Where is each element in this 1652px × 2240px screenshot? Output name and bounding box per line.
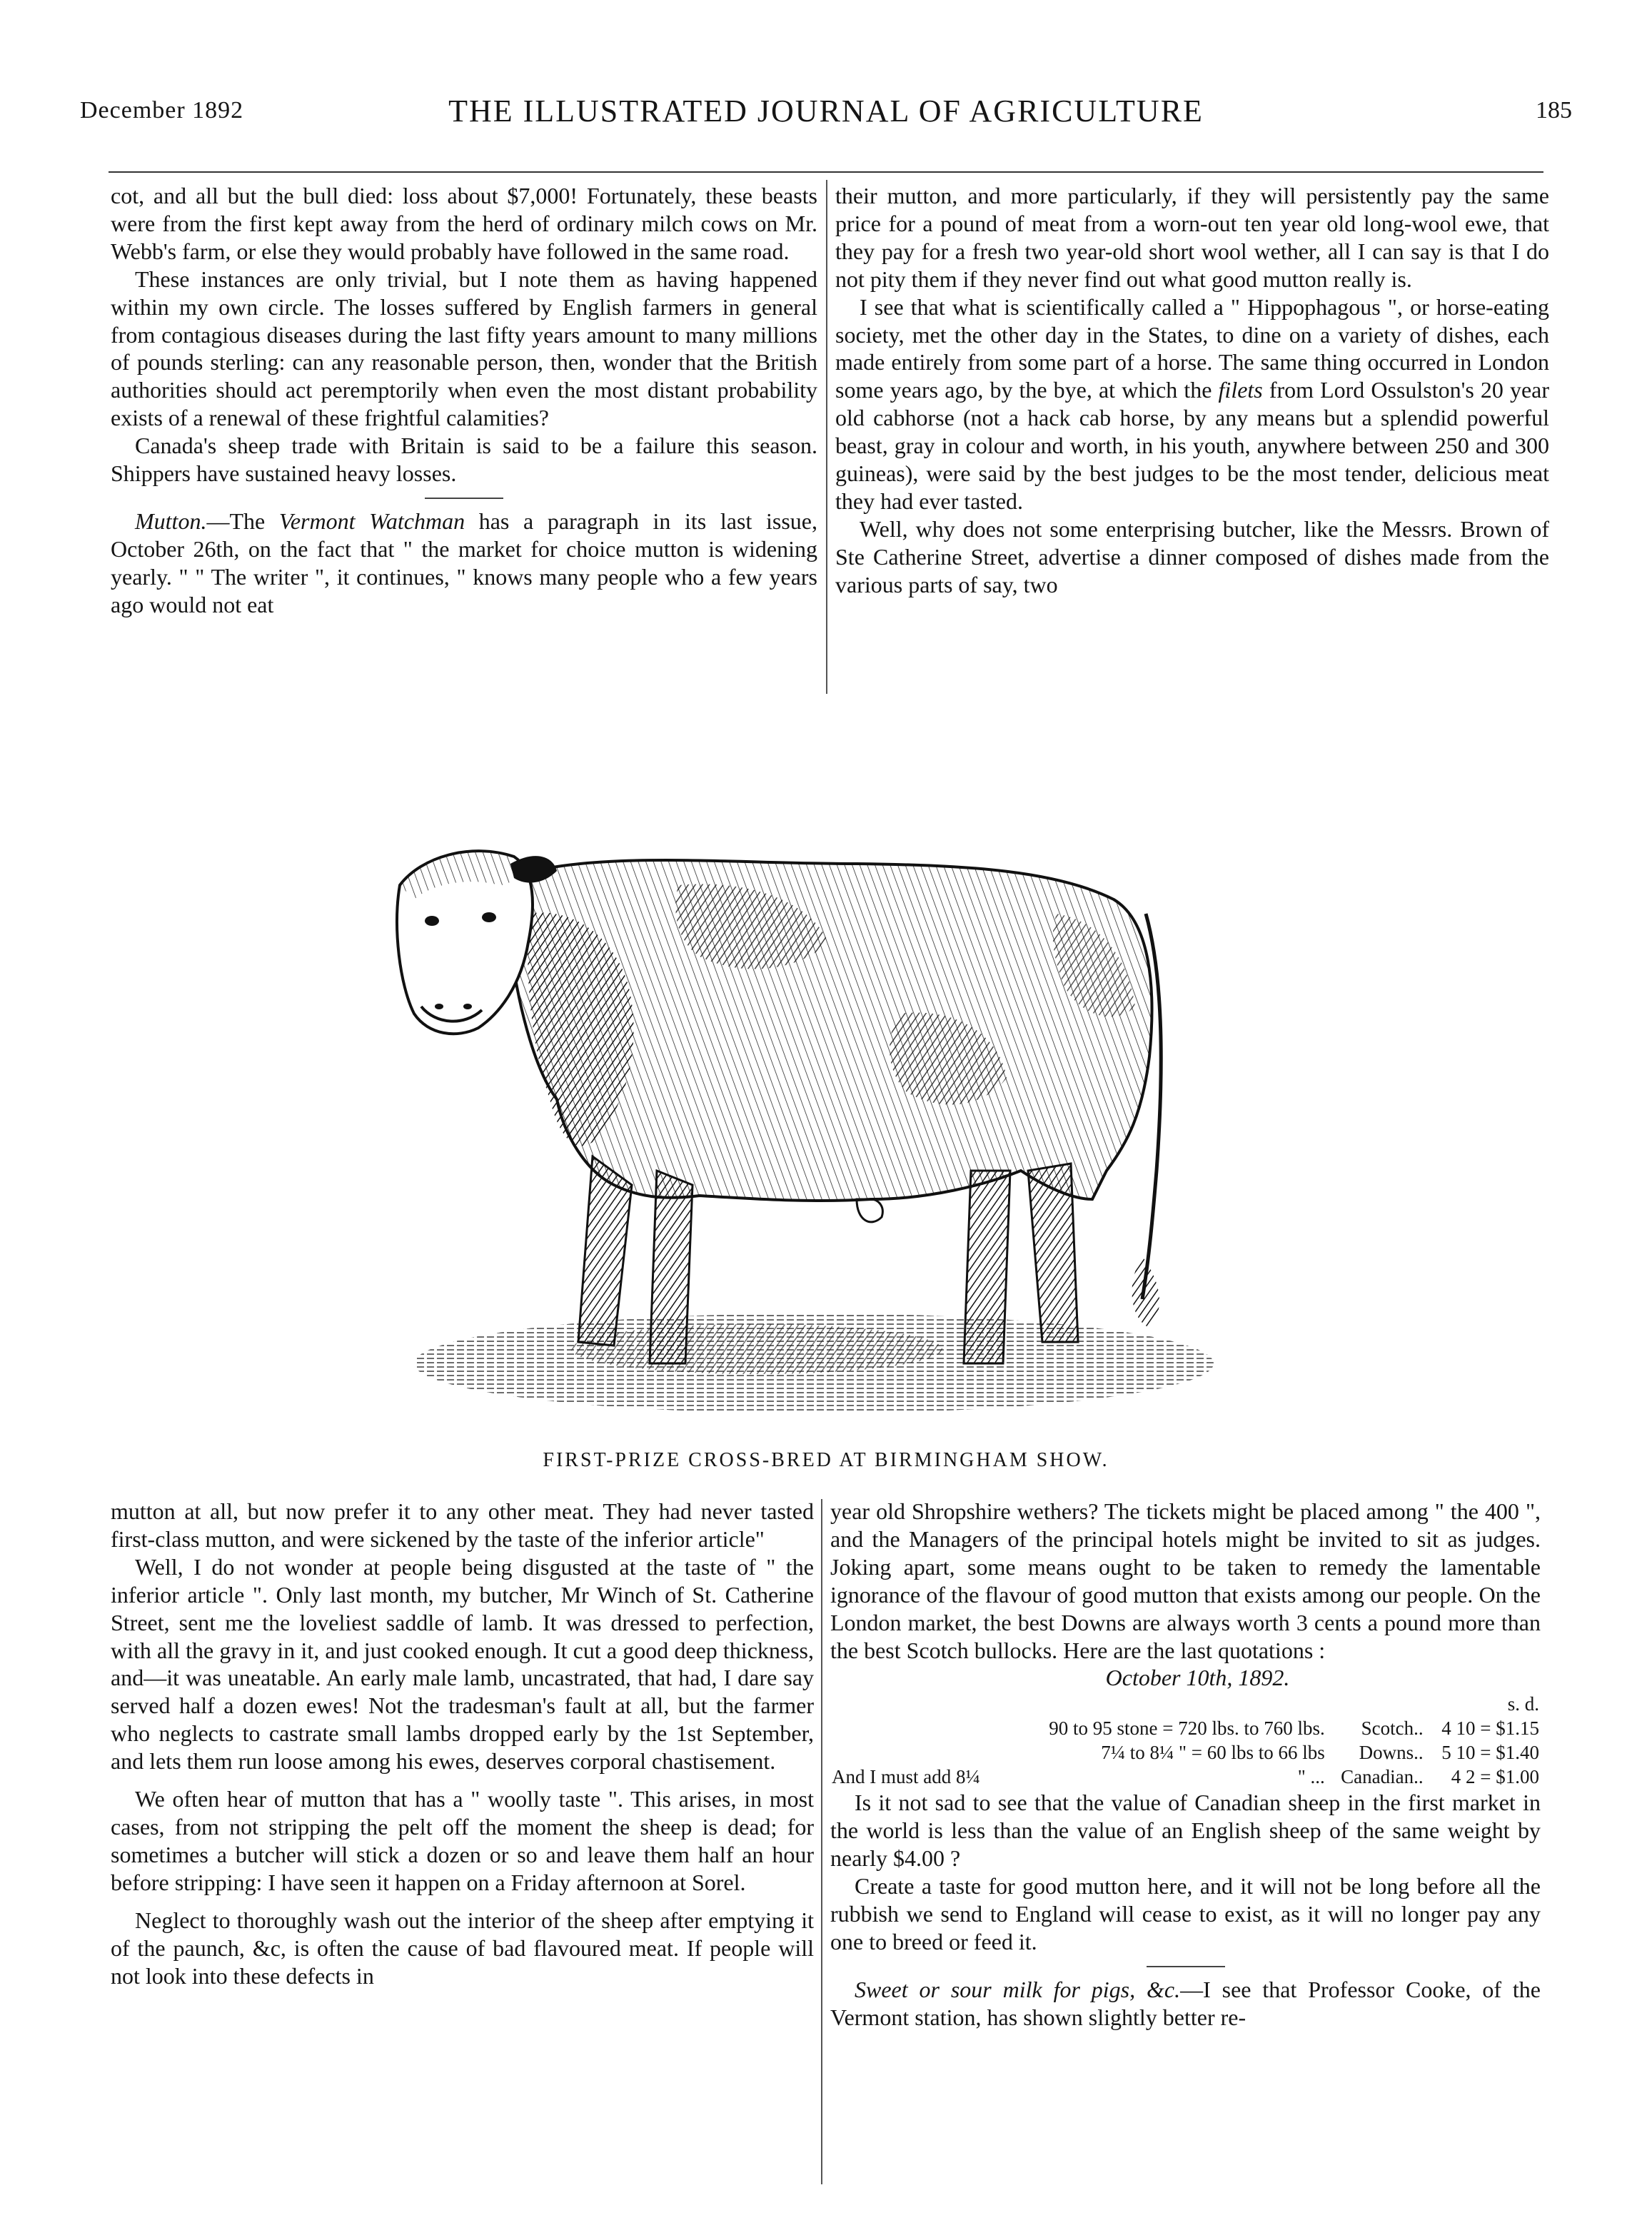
- row-kind: Canadian..: [1341, 1766, 1424, 1788]
- hippophagous-paragraph: [835, 293, 1549, 515]
- paragraph-part: I see that what is scientifically called a " Hippophagous ", or horse-eating society, met the other day in the States, to dine on a variety of dishes, each made entirely from some part of a horse. The same thing occurred in London some years ago, by the bye, at which the: [835, 293, 1549, 403]
- section-lead: Mutton.: [135, 508, 207, 534]
- section-rule: [1147, 1966, 1225, 1967]
- paragraph: These instances are only trivial, but I note them as having happened within my own circle. The losses suffered by English farmers in general from contagious diseases during the last fifty years amount to many millions of pounds sterling: can any reasonable person, then, wonder that the British authorities should act peremptorily when even the most distant probability exists of a renewal of these frightful calamities?: [111, 266, 817, 431]
- pigs-paragraph: [830, 1976, 1541, 2032]
- section-lead: Sweet or sour milk for pigs, &c.: [855, 1976, 1181, 2002]
- paragraph: their mutton, and more particularly, if they will persistently pay the same price for a pound of meat from a worn-out ten year old long-wool ewe, that they pay for a fresh two year-old short wool wether, all I can say is that I do not pity them if they never find out what good mutton really is.: [835, 183, 1549, 292]
- paragraph: We often hear of mutton that has a " woolly taste ". This arises, in most cases, from not stripping the pelt off the moment the sheep is dead; for sometimes a butcher will stick a dozen or so and leave them half an hour before stripping: I have seen it happen on a Friday afternoon at Sorel.: [111, 1786, 814, 1895]
- paragraph-body: has a paragraph in its last issue, October 26th, on the fact that " the market for choice mutton is widening yearly. " " The writer ", it continues, " knows many people who a few years ago would not eat: [111, 508, 818, 617]
- column-top-left: [111, 182, 817, 619]
- table-header-row: [830, 1692, 1541, 1716]
- row-kind: Scotch..: [1361, 1717, 1424, 1740]
- italic-word: filets: [1218, 377, 1263, 403]
- row-price: 4 2 = $1.00: [1451, 1766, 1539, 1788]
- issue-date: December 1892: [80, 97, 244, 123]
- row-weight: " ...: [1297, 1766, 1325, 1788]
- section-rule: [425, 498, 503, 499]
- column-divider-bottom: [821, 1499, 822, 2184]
- newspaper-name: Vermont Watchman: [278, 508, 465, 534]
- row-kind: Downs..: [1359, 1742, 1424, 1764]
- paragraph: Neglect to thoroughly wash out the interior of the sheep after emptying it of the paunch, &c, is often the cause of bad flavoured meat. If people will not look into these defects in: [111, 1907, 814, 1989]
- page-header: [80, 93, 1572, 136]
- row-lead: [830, 1716, 1004, 1740]
- column-bottom-right: [830, 1498, 1541, 2032]
- table-row: [830, 1716, 1541, 1740]
- header-rule: [109, 171, 1543, 173]
- paragraph: Well, I do not wonder at people being disgusted at the taste of " the inferior article ". Only last month, my butcher, Mr Winch of St. Catherine Street, sent me the loveliest saddle of lamb. It was dressed to perfection, with all the gravy in it, and just cooked enough. It cut a good deep thickness, and—it was uneatable. An early male lamb, uncastrated, that had, I dare say served half a dozen ewes! Not the tradesman's fault at all, but the farmer who neglects to castrate small lambs dropped early by the 1st September, and lets them run loose among his ewes, deserves corporal chastisement.: [111, 1553, 814, 1775]
- paragraph: cot, and all but the bull died: loss about $7,000! Fortunately, these beasts were from the first kept away from the herd of ordinary milch cows on Mr. Webb's farm, or else they would probably have followed in the same road.: [111, 183, 817, 264]
- paragraph-body: —I see that Professor Cooke, of the Vermont station, has shown slightly better re-: [830, 1976, 1541, 2030]
- column-bottom-left: [111, 1498, 814, 1989]
- dash: —The: [206, 508, 279, 534]
- row-lead: [830, 1740, 1004, 1765]
- mutton-paragraph: [111, 508, 817, 619]
- paragraph: Create a taste for good mutton here, and it will not be long before all the rubbish we send to England will cease to exist, as it will no longer pay any one to breed or feed it.: [830, 1873, 1541, 1954]
- price-quotations-table: [830, 1692, 1541, 1789]
- paragraph: Is it not sad to see that the value of Canadian sheep in the first market in the world is less than the value of an English sheep of the same weight by nearly $4.00 ?: [830, 1790, 1541, 1872]
- row-weight: 7¼ to 8¼ " = 60 lbs to 66 lbs: [1101, 1742, 1325, 1764]
- row-weight: 90 to 95 stone = 720 lbs. to 760 lbs.: [1049, 1717, 1325, 1740]
- column-top-right: [835, 182, 1549, 599]
- journal-title: THE ILLUSTRATED JOURNAL OF AGRICULTURE: [448, 94, 1204, 128]
- table-row: [830, 1740, 1541, 1765]
- figure-caption: FIRST-PRIZE CROSS-BRED AT BIRMINGHAM SHOW.: [543, 1449, 1109, 1471]
- paragraph: mutton at all, but now prefer it to any other meat. They had never tasted first-class mutton, and were sickened by the taste of the inferior article": [111, 1498, 814, 1552]
- page-number: 185: [1536, 97, 1572, 123]
- bull-engraving: [357, 799, 1285, 1442]
- paragraph: Well, why does not some enterprising butcher, like the Messrs. Brown of Ste Catherine Street, advertise a dinner composed of dishes made from the various parts of say, two: [835, 515, 1549, 597]
- column-divider-top: [826, 180, 827, 694]
- quotation-date: October 10th, 1892.: [1105, 1665, 1290, 1691]
- row-lead: And I must add 8¼: [832, 1766, 980, 1788]
- paragraph: Canada's sheep trade with Britain is said to be a failure this season. Shippers have sustained heavy losses.: [111, 433, 817, 487]
- paragraph: year old Shropshire wethers? The tickets might be placed among " the 400 ", and the Managers of the principal hotels might be invited to sit as judges. Joking apart, some means ought to be taken to remedy the lamentable ignorance of the flavour of good mutton that exists among our people. On the London market, the best Downs are always worth 3 cents a pound more than the best Scotch bullocks. Here are the last quotations :: [830, 1498, 1541, 1663]
- table-row: [830, 1765, 1541, 1789]
- row-price: 5 10 = $1.40: [1441, 1742, 1539, 1764]
- paragraph-part: from Lord Ossulston's 20 year old cabhorse (not a hack cab horse, by any means but a splendid powerful beast, gray in colour and worth, in his youth, anywhere between 250 and 300 guineas), were said by the best judges to be the most tender, delicious meat they had ever tasted.: [835, 377, 1550, 514]
- row-price: 4 10 = $1.15: [1441, 1717, 1539, 1740]
- currency-header: s. d.: [1507, 1693, 1539, 1715]
